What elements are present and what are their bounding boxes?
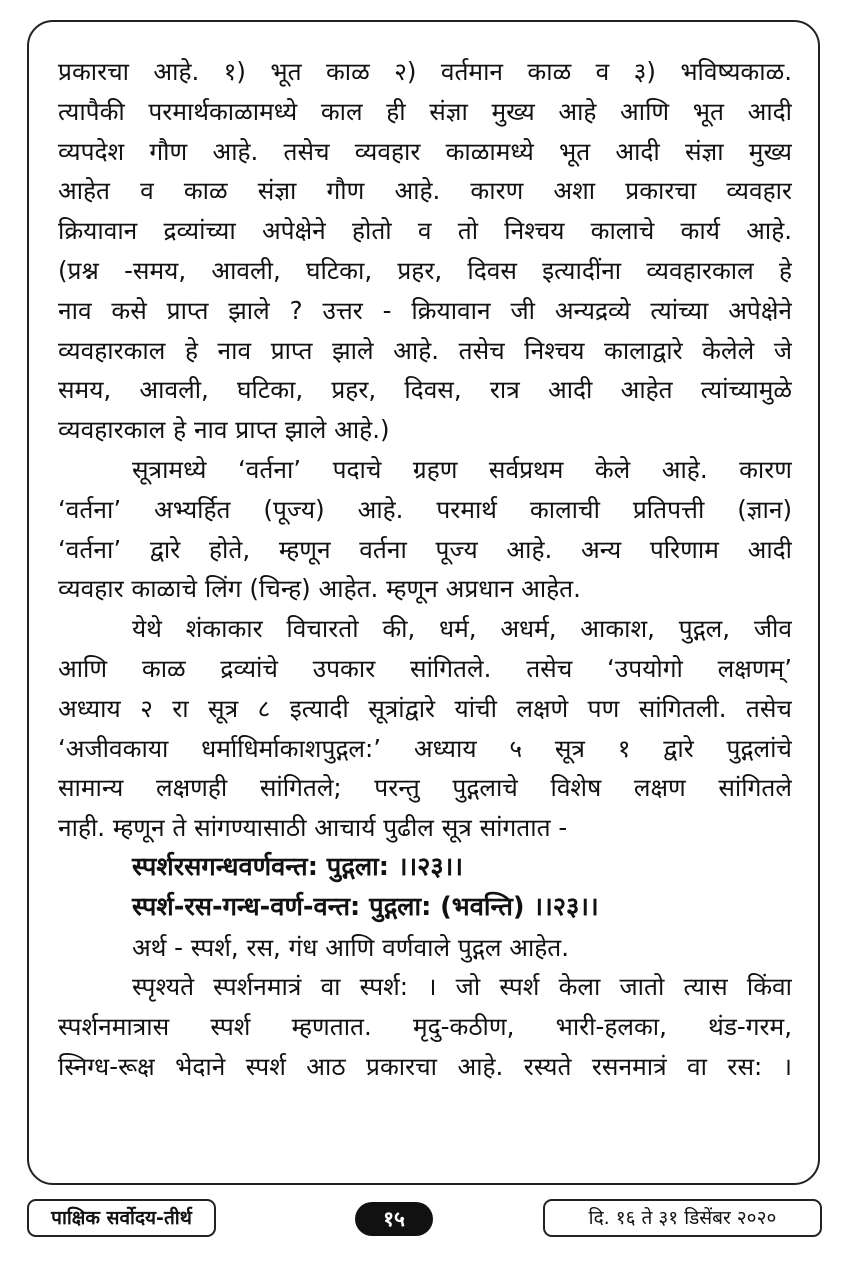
text-line: येथे शंकाकार विचारतो की, धर्म, अधर्म, आकाश, पुद्गल, जीव [132, 614, 792, 644]
text-line: आहेत व काळ संज्ञा गौण आहे. कारण अशा प्रकारचा व्यवहार [58, 176, 792, 206]
sutra-line: स्पर्शरसगन्धवर्णवन्त: पुद्गला: ।।२३।। [132, 851, 463, 882]
text-line: ‘वर्तना’ अभ्यर्हित (पूज्य) आहे. परमार्थ कालाची प्रतिपत्ती (ज्ञान) [58, 494, 792, 524]
issue-date: दि. १६ ते ३१ डिसेंबर २०२० [543, 1199, 822, 1237]
text-line: व्यवहारकाल हे नाव प्राप्त झाले आहे. तसेच निश्चय कालाद्वारे केलेले जे [58, 335, 792, 365]
text-line: सूत्रामध्ये ‘वर्तना’ पदाचे ग्रहण सर्वप्रथम केले आहे. कारण [132, 454, 792, 484]
text-line: अध्याय २ रा सूत्र ८ इत्यादी सूत्रांद्वारे यांची लक्षणे पण सांगितली. तसेच [58, 693, 792, 723]
text-line: नाव कसे प्राप्त झाले ? उत्तर - क्रियावान जी अन्यद्रव्ये त्यांच्या अपेक्षेने [58, 295, 792, 325]
page-number: १५ [355, 1202, 433, 1236]
text-line: प्रकारचा आहे. १) भूत काळ २) वर्तमान काळ व ३) भविष्यकाळ. [58, 57, 792, 86]
body-text [58, 52, 792, 1087]
text-line: ‘अजीवकाया धर्माधिर्माकाशपुद्गल:’ अध्याय ५ सूत्र १ द्वारे पुद्गलांचे [58, 733, 792, 763]
text-line: स्पर्शनमात्रास स्पर्श म्हणतात. मृदु-कठीण, भारी-हलका, थंड-गरम, [58, 1012, 792, 1042]
text-line: ‘वर्तना’ द्वारे होते, म्हणून वर्तना पूज्य आहे. अन्य परिणाम आदी [58, 534, 792, 564]
text-line: (प्रश्न -समय, आवली, घटिका, प्रहर, दिवस इत्यादींना व्यवहारकाल हे [58, 255, 792, 285]
text-line: व्यवहार काळाचे लिंग (चिन्ह) आहेत. म्हणून अप्रधान आहेत. [58, 574, 581, 604]
text-line: क्रियावान द्रव्यांच्या अपेक्षेने होतो व तो निश्चय कालाचे कार्य आहे. [58, 216, 792, 246]
text-line: व्यवहारकाल हे नाव प्राप्त झाले आहे.) [58, 415, 390, 445]
text-line: समय, आवली, घटिका, प्रहर, दिवस, रात्र आदी आहेत त्यांच्यामुळे [58, 375, 792, 405]
text-line: स्निग्ध-रूक्ष भेदाने स्पर्श आठ प्रकारचा आहे. रस्यते रसनमात्रं वा रस: । [58, 1051, 792, 1081]
text-line: आणि काळ द्रव्यांचे उपकार सांगितले. तसेच ‘उपयोगो लक्षणम्’ [58, 653, 792, 683]
meaning-line: अर्थ - स्पर्श, रस, गंध आणि वर्णवाले पुद्गल आहेत. [132, 932, 570, 962]
text-line: व्यपदेश गौण आहे. तसेच व्यवहार काळामध्ये भूत आदी संज्ञा मुख्य [58, 136, 792, 166]
publication-name: पाक्षिक सर्वोदय-तीर्थ [27, 1199, 216, 1237]
text-line: स्पृश्यते स्पर्शनमात्रं वा स्पर्श: । जो स्पर्श केला जातो त्यास किंवा [132, 972, 792, 1002]
text-line: सामान्य लक्षणही सांगितले; परन्तु पुद्गलाचे विशेष लक्षण सांगितले [58, 773, 792, 803]
text-line: नाही. म्हणून ते सांगण्यासाठी आचार्य पुढील सूत्र सांगतात - [58, 813, 568, 843]
sutra-split-line: स्पर्श-रस-गन्ध-वर्ण-वन्त: पुद्गला: (भवन्ति) ।।२३।। [132, 891, 599, 922]
text-line: त्यापैकी परमार्थकाळामध्ये काल ही संज्ञा मुख्य आहे आणि भूत आदी [58, 96, 792, 126]
